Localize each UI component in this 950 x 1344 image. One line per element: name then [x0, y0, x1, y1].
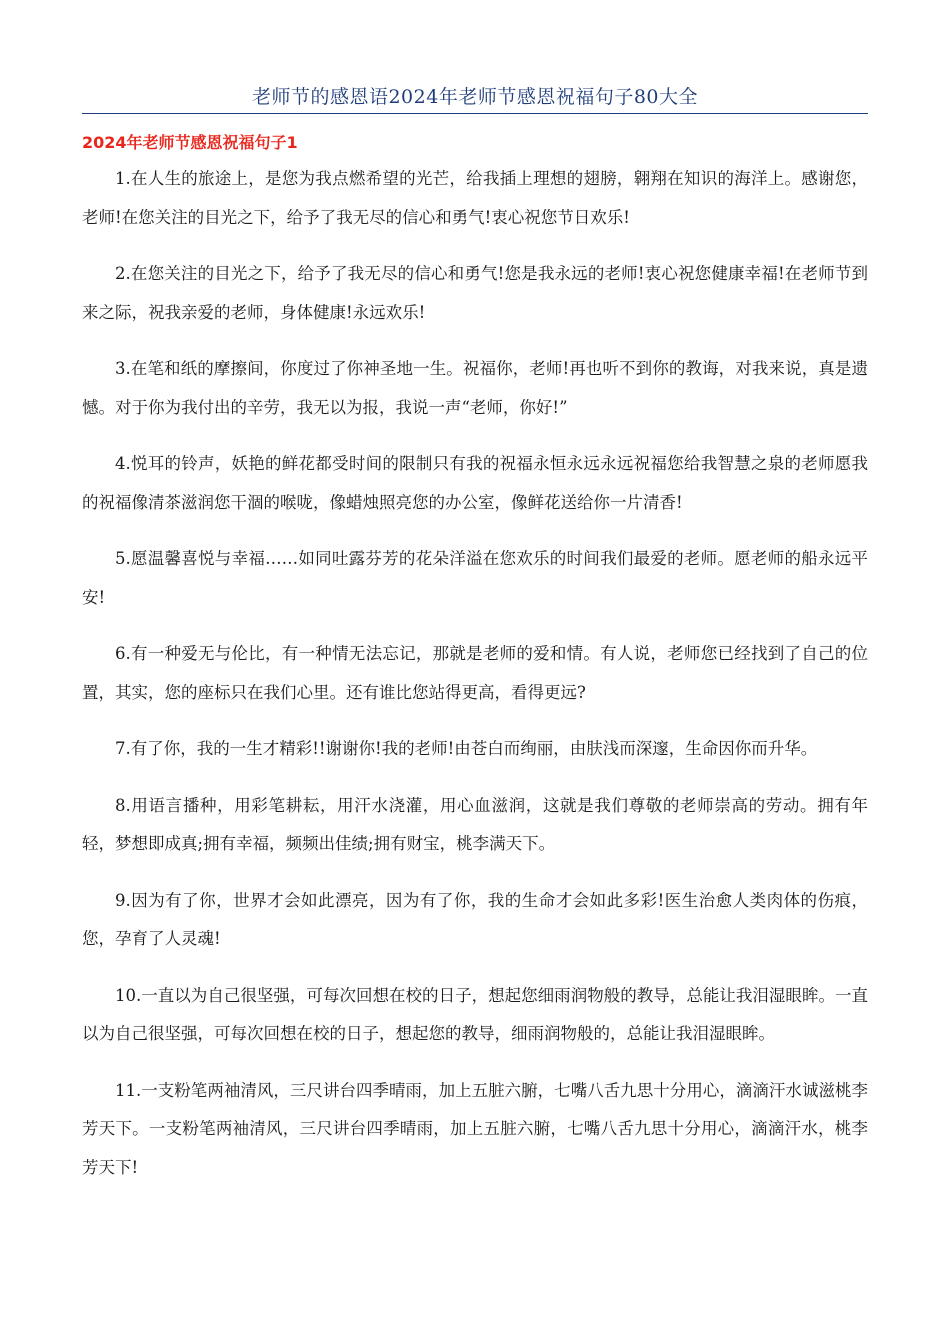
paragraph-6: 6.有一种爱无与伦比，有一种情无法忘记，那就是老师的爱和情。有人说，老师您已经找到了自己的位置，其实，您的座标只在我们心里。还有谁比您站得更高，看得更远?: [82, 644, 868, 702]
paragraph-10: 10.一直以为自己很坚强，可每次回想在校的日子，想起您细雨润物般的教导，总能让我泪湿眼眸。一直以为自己很坚强，可每次回想在校的日子，想起您的教导，细雨润物般的，总能让我泪湿眼眸。: [82, 985, 868, 1043]
paragraph-5: 5.愿温馨喜悦与幸福……如同吐露芬芳的花朵洋溢在您欢乐的时间我们最爱的老师。愿老师的船永远平安!: [82, 549, 868, 607]
paragraph-list: [82, 160, 868, 1187]
paragraph-7: 7.有了你，我的一生才精彩!!谢谢你!我的老师!由苍白而绚丽，由肤浅而深邃，生命因你而升华。: [115, 739, 818, 758]
paragraph-11: 11.一支粉笔两袖清风，三尺讲台四季晴雨，加上五脏六腑，七嘴八舌九思十分用心，滴滴汗水诚滋桃李芳天下。一支粉笔两袖清风，三尺讲台四季晴雨，加上五脏六腑，七嘴八舌九思十分用心，滴滴汗水，桃李芳天下!: [82, 1080, 868, 1177]
paragraph-2: 2.在您关注的目光之下，给予了我无尽的信心和勇气!您是我永远的老师!衷心祝您健康幸福!在老师节到来之际，祝我亲爱的老师，身体健康!永远欢乐!: [82, 264, 868, 322]
paragraph-1: 1.在人生的旅途上，是您为我点燃希望的光芒，给我插上理想的翅膀，翱翔在知识的海洋上。感谢您，老师!在您关注的目光之下，给予了我无尽的信心和勇气!衷心祝您节日欢乐!: [82, 169, 868, 227]
paragraph-3: 3.在笔和纸的摩擦间，你度过了你神圣地一生。祝福你，老师!再也听不到你的教诲，对我来说，真是遗憾。对于你为我付出的辛劳，我无以为报，我说一声“老师，你好!”: [82, 359, 868, 417]
paragraph-9: 9.因为有了你，世界才会如此漂亮，因为有了你，我的生命才会如此多彩!医生治愈人类肉体的伤痕，您，孕育了人灵魂!: [82, 890, 868, 948]
paragraph-8: 8.用语言播种，用彩笔耕耘，用汗水浇灌，用心血滋润，这就是我们尊敬的老师崇高的劳动。拥有年轻，梦想即成真;拥有幸福，频频出佳绩;拥有财宝，桃李满天下。: [82, 795, 868, 853]
document-title: 老师节的感恩语2024年老师节感恩祝福句子80大全: [82, 84, 868, 114]
paragraph-4: 4.悦耳的铃声，妖艳的鲜花都受时间的限制只有我的祝福永恒永远永远祝福您给我智慧之泉的老师愿我的祝福像清茶滋润您干涸的喉咙，像蜡烛照亮您的办公室，像鲜花送给你一片清香!: [82, 454, 868, 512]
document-page: [82, 0, 868, 1205]
section-heading: 2024年老师节感恩祝福句子1: [82, 133, 298, 152]
